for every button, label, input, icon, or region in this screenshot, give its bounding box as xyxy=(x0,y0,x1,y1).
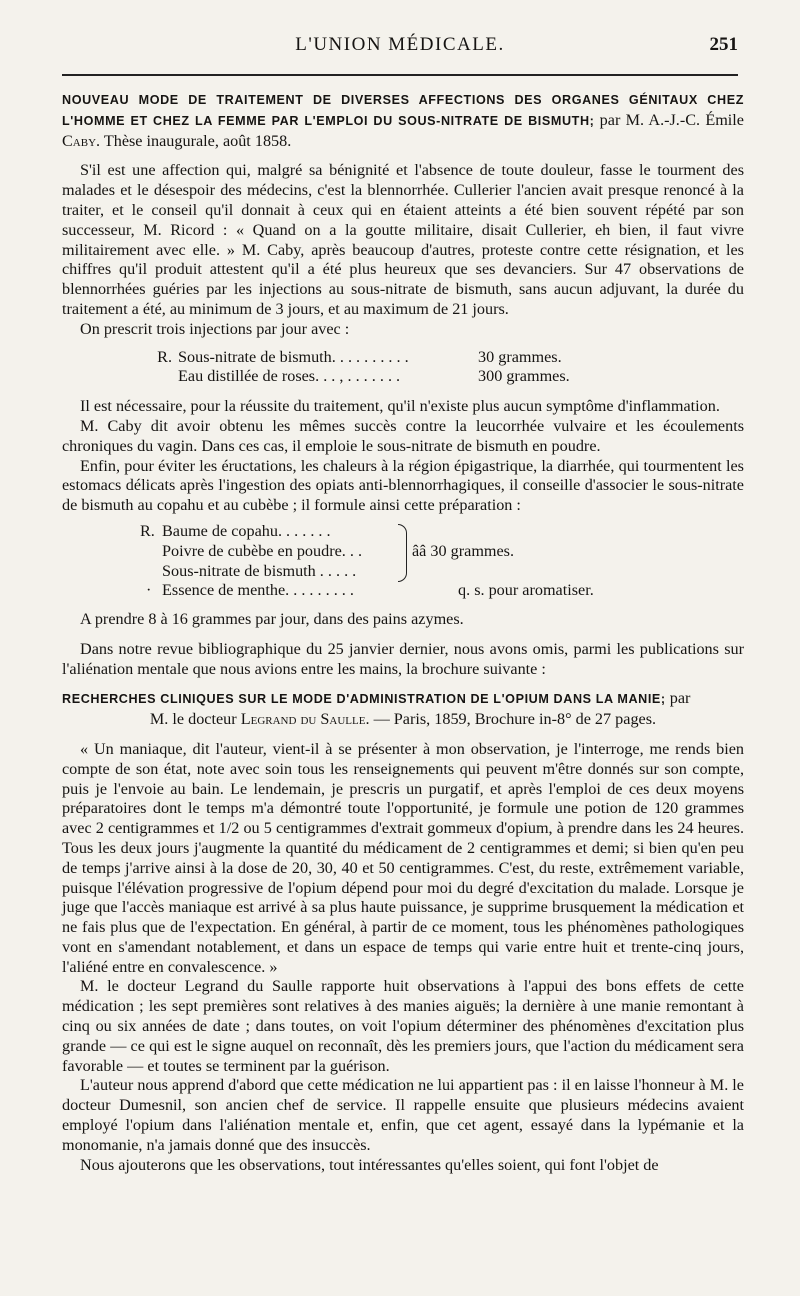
section2-paragraph-1: « Un maniaque, dit l'auteur, vient-il à se présenter à mon observation, je l'interroge, me rends bien compte de son état, note avec soin tous les renseignements qui peuvent m'être donnés sur son compte, puis je l'envoie au bain. Le lendemain, je prescris un purgatif, et après l'emploi de ces deux moyens préparatoires dont le temps m'a démontré toute l'opportunité, je formule une potion de 120 grammes avec 2 centigrammes et 1/2 ou 5 centigrammes d'extrait gommeux d'opium, à prendre dans les 24 heures. Tous les deux jours j'augmente la quantité du médicament de 2 centigrammes et demi; si bien qu'en peu de temps j'arrive ainsi à la dose de 20, 30, 40 et 50 centigrammes. C'est, du reste, extrêmement variable, puisque l'élévation progressive de l'opium dépend pour moi du degré d'excitation du malade. Lorsque je juge que l'accès maniaque est arrivé à sa plus haute puissance, je supprime brusquement la médication et ne fais plus que de l'expectation. En général, à partir de ce moment, tous les phénomènes pathologiques vont en s'amendant notablement, et dans un espace de temps qui varie entre huit et trente-cinq jours, l'aliéné entre en convalescence. » xyxy=(62,739,744,976)
formula-brace xyxy=(398,524,407,582)
formula-line-3: Sous-nitrate de bismuth . . . . . xyxy=(162,561,357,580)
recipe-quantity: 300 grammes. xyxy=(478,367,570,386)
section1-paragraph-6: A prendre 8 à 16 grammes par jour, dans des pains azymes. xyxy=(80,609,464,628)
section1-title-tail: . Thèse inaugurale, août 1858. xyxy=(96,131,292,150)
recipe-1-row xyxy=(62,367,744,387)
section2-title xyxy=(62,689,744,710)
recipe-ingredient: Eau distillée de roses. . . , . . . . . . . xyxy=(178,367,401,386)
section1-title xyxy=(62,90,744,151)
recipe-2 xyxy=(62,522,744,606)
formula-rx: R. xyxy=(140,521,155,540)
section1-paragraph-4: M. Caby dit avoir obtenu les mêmes succès contre la leucorrhée vulvaire et les écoulements chroniques du vagin. Dans ces cas, il emploie le sous-nitrate de bismuth en poudre. xyxy=(62,416,744,455)
article-body xyxy=(62,90,744,1175)
section1-author: Caby xyxy=(62,131,97,150)
spacer xyxy=(62,679,744,689)
formula-line-4-quantity: q. s. pour aromatiser. xyxy=(458,581,594,600)
section1-title-caps: NOUVEAU MODE DE TRAITEMENT DE DIVERSES AFFECTIONS DES ORGANES GÉNITAUX CHEZ L'HOMME ET CHEZ LA FEMME PAR L'EMPLOI DU SOUS-NITRATE DE BISMUTH; xyxy=(62,93,744,128)
running-title: L'UNION MÉDICALE. xyxy=(295,34,505,55)
section2-byline-post: . — Paris, 1859, Brochure in-8° de 27 pages. xyxy=(365,710,657,729)
page-header xyxy=(0,28,800,62)
recipe-1 xyxy=(62,348,744,388)
section2-paragraph-3: L'auteur nous apprend d'abord que cette médication ne lui appartient pas : il en laisse l'honneur à M. le docteur Dumesnil, son ancien chef de service. Il rappelle ensuite que plusieurs médecins avaient employé l'opium dans l'aliénation mentale et, enfin, que cet agent, essayé dans la lypémanie et la monomanie, n'a jamais donné que des insuccès. xyxy=(62,1076,744,1154)
section2-paragraph-4: Nous ajouterons que les observations, tout intéressantes qu'elles soient, qui font l'objet de xyxy=(80,1155,659,1174)
section2-byline-pre: M. le docteur xyxy=(149,710,241,729)
formula-bullet: · xyxy=(146,581,152,600)
section2-byline xyxy=(62,710,744,730)
recipe-rx xyxy=(62,367,178,387)
page-number: 251 xyxy=(709,34,738,55)
recipe-quantity: 30 grammes. xyxy=(478,347,562,366)
section1-title-rest: par M. A.-J.-C. Émile xyxy=(594,110,744,129)
section1-paragraph-3: Il est nécessaire, pour la réussite du traitement, qu'il n'existe plus aucun symptôme d'inflammation. xyxy=(80,397,720,416)
transition-paragraph: Dans notre revue bibliographique du 25 janvier dernier, nous avons omis, parmi les publications sur l'aliénation mentale que nous avions entre les mains, la brochure suivante : xyxy=(62,639,744,678)
formula-line-2: Poivre de cubèbe en poudre. . . xyxy=(162,541,363,560)
section1-paragraph-5: Enfin, pour éviter les éructations, les chaleurs à la région épigastrique, la diarrhée, qui tourmentent les estomacs délicats après l'ingestion des opiats anti-blennorrhagiques, il conseille d'associer le sous-nitrate de bismuth au copahu et au cubèbe ; il formule ainsi cette préparation : xyxy=(62,456,744,515)
section2-title-rest: par xyxy=(665,689,691,708)
section2-title-caps: RECHERCHES CLINIQUES SUR LE MODE D'ADMINISTRATION DE L'OPIUM DANS LA MANIE; xyxy=(62,692,666,707)
spacer xyxy=(62,730,744,740)
spacer xyxy=(62,151,744,161)
recipe-ingredient: Sous-nitrate de bismuth. . . . . . . . . . xyxy=(178,347,409,366)
formula-line-1: Baume de copahu. . . . . . . xyxy=(162,521,331,540)
header-rule xyxy=(62,74,738,76)
section1-paragraph-1: S'il est une affection qui, malgré sa bénignité et l'absence de toute douleur, fasse le tourment des malades et le désespoir des médecins, c'est la blennorrhée. Cullerier l'ancien avait presque renoncé à la traiter, et le conseil qu'il donnait à ceux qui en étaient atteints a été bien souvent répété par son successeur, M. Ricord : « Quand on a la goutte militaire, disait Cullerier, eh bien, il faut vivre militairement avec elle. » M. Caby, après beaucoup d'autres, proteste contre cette résignation, et les chiffres qu'il produit attestent qu'il a été plus heureux que ses devanciers. Sur 47 observations de blennorrhées guéries par les injections au sous-nitrate de bismuth, sans aucun adjuvant, la durée du traitement a été, au minimum de 3 jours, et au maximum de 21 jours. xyxy=(62,161,744,318)
recipe-1-row xyxy=(62,348,744,368)
section2-paragraph-2: M. le docteur Legrand du Saulle rapporte huit observations à l'appui des bons effets de cette médication ; les sept premières sont relatives à des manies aiguës; la dernière à une manie remontant à cinq ou six années de date ; dans toutes, on voit l'opium déterminer des phénomènes d'excitation plus grande — ce qui est le signe auquel on reconnaît, dès les premiers jours, que l'action du médicament sera favorable — et toutes se terminent par la guérison. xyxy=(62,977,744,1075)
section2-author: Legrand du Saulle xyxy=(240,710,366,729)
spacer xyxy=(62,630,744,640)
formula-aa-quantity: ââ 30 grammes. xyxy=(412,541,515,560)
section1-paragraph-2: On prescrit trois injections par jour avec : xyxy=(80,319,350,338)
recipe-rx: R. xyxy=(157,347,172,366)
formula-line-4: Essence de menthe. . . . . . . . . xyxy=(162,581,354,600)
